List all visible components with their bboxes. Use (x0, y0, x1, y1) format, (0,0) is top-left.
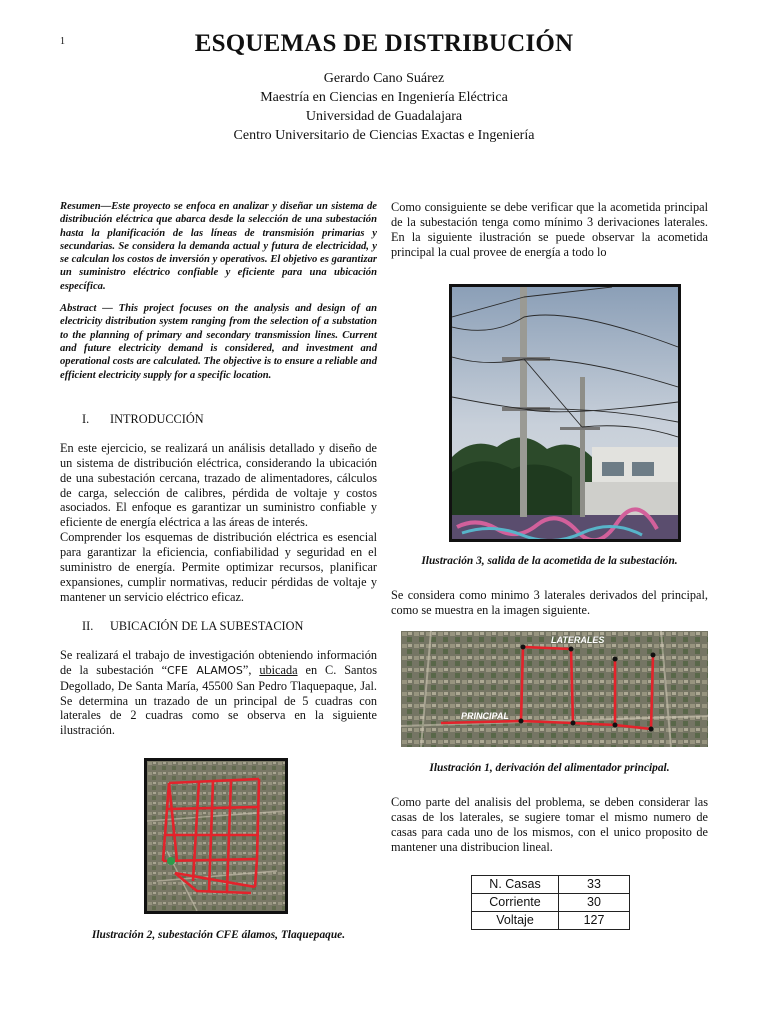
ubicacion-underlined-word: ubicada (259, 662, 298, 677)
author-name: Gerardo Cano Suárez (323, 71, 445, 86)
ubicacion-text-b: ”, (242, 662, 260, 677)
table-row (472, 912, 630, 930)
section-title: UBICACIÓN DE LA SUBESTACION (110, 618, 304, 633)
feeder-derivation-map (401, 631, 708, 747)
substation-map-image (144, 758, 288, 914)
author-block (0, 69, 768, 145)
abstract: Abstract — This project focuses on the analysis and design of an electricity distribution system ranging from the selection of a substation to the planning of primary and secondary transmission lines. Current and future electricity demand is considered, and investment and operational costs are calculated. The objective is to ensure a reliable and efficient electricity supply for a specific location. (60, 303, 377, 381)
paper-title: ESQUEMAS DE DISTRIBUCIÓN (194, 30, 574, 57)
table-cell-label: Corriente (472, 894, 559, 912)
section-number: II. (82, 618, 94, 633)
table-cell-value: 127 (559, 912, 630, 930)
table-row (472, 894, 630, 912)
table-cell-value: 30 (559, 894, 630, 912)
section-number: I. (82, 411, 90, 426)
intro-paragraph-1: En este ejercicio, se realizará un análisis detallado y diseño de un sistema de distribución eléctrica, considerando la ubicación de una subestación cercana, trazado de alimentadores, cálculos de carga, selección de calibres, pérdida de voltaje y costos asociados. El enfoque es garantizar un suministro confiable y eficiente de energía eléctrica a las áreas de interés. (60, 440, 377, 530)
caption-ilustracion-3: Ilustración 3, salida de la acometida de la subestación. (421, 554, 678, 567)
right-paragraph-2: Se considera como minimo 3 laterales derivados del principal, como se muestra en la imagen siguiente. (391, 587, 708, 617)
parameters-table (471, 875, 630, 930)
caption-ilustracion-1: Ilustración 1, derivación del alimentador principal. (429, 762, 670, 775)
table-cell-value: 33 (559, 876, 630, 894)
power-lines-photo (449, 284, 681, 542)
right-paragraph-1: Como consiguiente se debe verificar que la acometida principal de la subestación tenga como mínimo 3 derivaciones laterales. En la siguiente ilustración se puede observar la acometida principal la cual provee de energía a todo lo (391, 200, 708, 259)
left-column (60, 200, 377, 942)
caption-ilustracion-2: Ilustración 2, subestación CFE álamos, Tlaquepaque. (91, 929, 346, 942)
author-university: Universidad de Guadalajara (305, 109, 463, 124)
table-row (472, 876, 630, 894)
ubicacion-text-a: Se realizará el trabajo de investigación obteniendo información de la subestación “ (60, 647, 377, 677)
map-label-laterales: LATERALES (551, 635, 605, 646)
right-paragraph-3: Como parte del analisis del problema, se deben considerar las casas de los laterales, se sugiere tomar el mismo numero de casas para cada uno de los mismos, con el unico proposito de mantener una distribucion lineal. (391, 795, 708, 855)
page-number: 1 (60, 36, 65, 47)
section-heading-introduccion (60, 412, 377, 427)
table-cell-label: Voltaje (472, 912, 559, 930)
map-label-principal: PRINCIPAL (461, 711, 509, 722)
resumen: Resumen—Este proyecto se enfoca en analizar y diseñar un sistema de distribución eléctrica que abarca desde la selección de una subestación hasta la planificación de las líneas de transmisión primarias y secundarias. Se considera la demanda actual y futura de electricidad, y se calculan los costos de inversión y operativos. El objetivo es garantizar un suministro eléctrico confiable y eficiente para una ubicación específica. (60, 201, 377, 292)
right-column (391, 200, 708, 930)
author-center: Centro Universitario de Ciencias Exactas e Ingeniería (233, 128, 535, 143)
author-program: Maestría en Ciencias en Ingeniería Eléctrica (260, 90, 508, 105)
section-heading-ubicacion (60, 619, 377, 634)
section-title: INTRODUCCIÓN (110, 411, 204, 426)
ubicacion-text-c: en C. Santos Degollado, De Santa María, 45500 San Pedro Tlaquepaque, Jal. Se determina un trazado de un principal de 5 cuadras con laterales de 2 cuadras como se observa en la siguiente ilustración. (60, 662, 377, 738)
intro-paragraph-2: Comprender los esquemas de distribución eléctrica es esencial para garantizar la eficiencia, confiabilidad y seguridad en el suministro de energía. Permite optimizar recursos, planificar expansiones, cumplir normativas, reducir pérdidas de voltaje y mantener un servicio eléctrico eficaz. (60, 530, 377, 604)
ubicacion-paragraph (60, 648, 377, 738)
table-cell-label: N. Casas (472, 876, 559, 894)
ubicacion-cfe-name: CFE ALAMOS (167, 663, 243, 677)
